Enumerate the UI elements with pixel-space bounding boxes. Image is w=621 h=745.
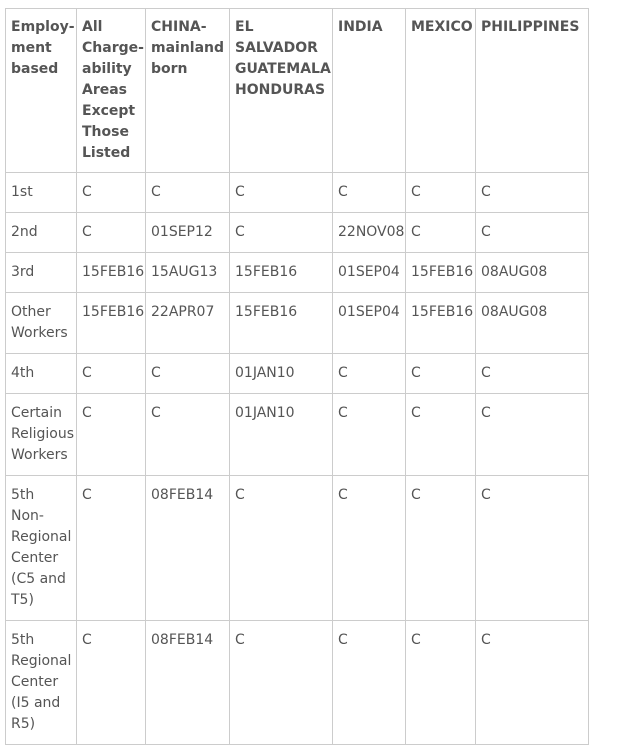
- table-cell: [230, 253, 333, 293]
- table-cell: [77, 476, 146, 621]
- cell-value: C: [82, 632, 92, 648]
- cell-value: C: [481, 632, 491, 648]
- table-cell: [146, 213, 230, 253]
- row-category-cell: [6, 253, 77, 293]
- cell-value: 15FEB16: [411, 304, 474, 320]
- cell-value: C: [338, 184, 348, 200]
- table-cell: [230, 213, 333, 253]
- cell-value: 15FEB16: [411, 264, 474, 280]
- header-employment-based: Employ- ment based: [6, 9, 77, 173]
- table-cell: [77, 621, 146, 745]
- cell-value: 08AUG08: [481, 264, 548, 280]
- table-cell: [146, 621, 230, 745]
- table-cell: [476, 476, 589, 621]
- table-cell: [333, 253, 406, 293]
- cell-value: 08FEB14: [151, 632, 214, 648]
- cell-value: 15FEB16: [82, 304, 145, 320]
- table-cell: [333, 293, 406, 354]
- cell-value: 15FEB16: [82, 264, 145, 280]
- table-cell: [333, 621, 406, 745]
- table-cell: [406, 293, 476, 354]
- cell-value: 22APR07: [151, 304, 215, 320]
- table-cell: [333, 354, 406, 394]
- cell-value: C: [151, 405, 161, 421]
- table-cell: [77, 213, 146, 253]
- cell-value: C: [411, 632, 421, 648]
- table-cell: [230, 476, 333, 621]
- row-category-cell: [6, 354, 77, 394]
- table-cell: [333, 213, 406, 253]
- table-cell: [406, 354, 476, 394]
- cell-value: C: [82, 365, 92, 381]
- row-category-label: 5th Non- Regional Center (C5 and T5): [11, 487, 72, 608]
- row-category-label: 2nd: [11, 224, 38, 240]
- cell-value: 01SEP04: [338, 304, 400, 320]
- table-cell: [230, 173, 333, 213]
- cell-value: C: [338, 365, 348, 381]
- cell-value: C: [151, 365, 161, 381]
- table-cell: [230, 293, 333, 354]
- table-row: [6, 293, 589, 354]
- table-cell: [406, 621, 476, 745]
- table-cell: [77, 293, 146, 354]
- visa-bulletin-table: [5, 8, 589, 745]
- cell-value: C: [411, 184, 421, 200]
- table-cell: [476, 354, 589, 394]
- table-row: [6, 253, 589, 293]
- table-cell: [77, 173, 146, 213]
- table-cell: [476, 253, 589, 293]
- table-row: [6, 476, 589, 621]
- row-category-label: 1st: [11, 184, 33, 200]
- row-category-cell: [6, 213, 77, 253]
- cell-value: C: [235, 224, 245, 240]
- table-cell: [230, 394, 333, 476]
- cell-value: C: [82, 184, 92, 200]
- row-category-cell: [6, 621, 77, 745]
- table-cell: [406, 173, 476, 213]
- table-cell: [406, 253, 476, 293]
- row-category-label: 4th: [11, 365, 35, 381]
- table-cell: [146, 173, 230, 213]
- table-row: [6, 354, 589, 394]
- cell-value: 01SEP04: [338, 264, 400, 280]
- cell-value: C: [481, 224, 491, 240]
- cell-value: 01JAN10: [235, 365, 295, 381]
- row-category-label: 3rd: [11, 264, 35, 280]
- cell-value: C: [481, 184, 491, 200]
- row-category-label: Other Workers: [11, 304, 68, 341]
- table-cell: [77, 253, 146, 293]
- cell-value: C: [411, 224, 421, 240]
- table-cell: [230, 354, 333, 394]
- cell-value: C: [151, 184, 161, 200]
- table-row: [6, 213, 589, 253]
- table-cell: [333, 394, 406, 476]
- table-cell: [230, 621, 333, 745]
- cell-value: C: [82, 224, 92, 240]
- cell-value: C: [82, 405, 92, 421]
- table-cell: [333, 173, 406, 213]
- row-category-label: Certain Religious Workers: [11, 405, 74, 463]
- cell-value: C: [235, 184, 245, 200]
- cell-value: C: [411, 405, 421, 421]
- cell-value: C: [235, 487, 245, 503]
- table-cell: [406, 476, 476, 621]
- cell-value: 01JAN10: [235, 405, 295, 421]
- table-cell: [476, 394, 589, 476]
- table-cell: [77, 394, 146, 476]
- header-philippines: PHILIPPINES: [476, 9, 589, 173]
- header-china: CHINA- mainland born: [146, 9, 230, 173]
- header-mexico: MEXICO: [406, 9, 476, 173]
- cell-value: C: [338, 487, 348, 503]
- table-cell: [476, 293, 589, 354]
- table-header-row: [6, 9, 589, 173]
- row-category-cell: [6, 293, 77, 354]
- cell-value: 15AUG13: [151, 264, 218, 280]
- cell-value: C: [82, 487, 92, 503]
- row-category-cell: [6, 394, 77, 476]
- table-cell: [476, 213, 589, 253]
- cell-value: C: [481, 487, 491, 503]
- header-el-salvador-guatemala-honduras: EL SALVADOR GUATEMALA HONDURAS: [230, 9, 333, 173]
- cell-value: C: [411, 365, 421, 381]
- header-all-chargeability: All Charge- ability Areas Except Those Listed: [77, 9, 146, 173]
- table-cell: [406, 213, 476, 253]
- table-row: [6, 621, 589, 745]
- table-cell: [146, 394, 230, 476]
- table-cell: [476, 173, 589, 213]
- header-india: INDIA: [333, 9, 406, 173]
- row-category-cell: [6, 173, 77, 213]
- table-body: [6, 173, 589, 745]
- table-cell: [77, 354, 146, 394]
- row-category-label: 5th Regional Center (I5 and R5): [11, 632, 72, 732]
- cell-value: 15FEB16: [235, 264, 298, 280]
- table-cell: [476, 621, 589, 745]
- cell-value: C: [338, 405, 348, 421]
- cell-value: 22NOV08: [338, 224, 405, 240]
- cell-value: C: [411, 487, 421, 503]
- cell-value: 08AUG08: [481, 304, 548, 320]
- cell-value: C: [481, 405, 491, 421]
- table-cell: [333, 476, 406, 621]
- table-row: [6, 394, 589, 476]
- cell-value: C: [481, 365, 491, 381]
- table-cell: [146, 293, 230, 354]
- cell-value: 01SEP12: [151, 224, 213, 240]
- cell-value: 15FEB16: [235, 304, 298, 320]
- table-cell: [406, 394, 476, 476]
- cell-value: C: [338, 632, 348, 648]
- table-cell: [146, 354, 230, 394]
- row-category-cell: [6, 476, 77, 621]
- cell-value: 08FEB14: [151, 487, 214, 503]
- cell-value: C: [235, 632, 245, 648]
- table-cell: [146, 253, 230, 293]
- table-cell: [146, 476, 230, 621]
- table-row: [6, 173, 589, 213]
